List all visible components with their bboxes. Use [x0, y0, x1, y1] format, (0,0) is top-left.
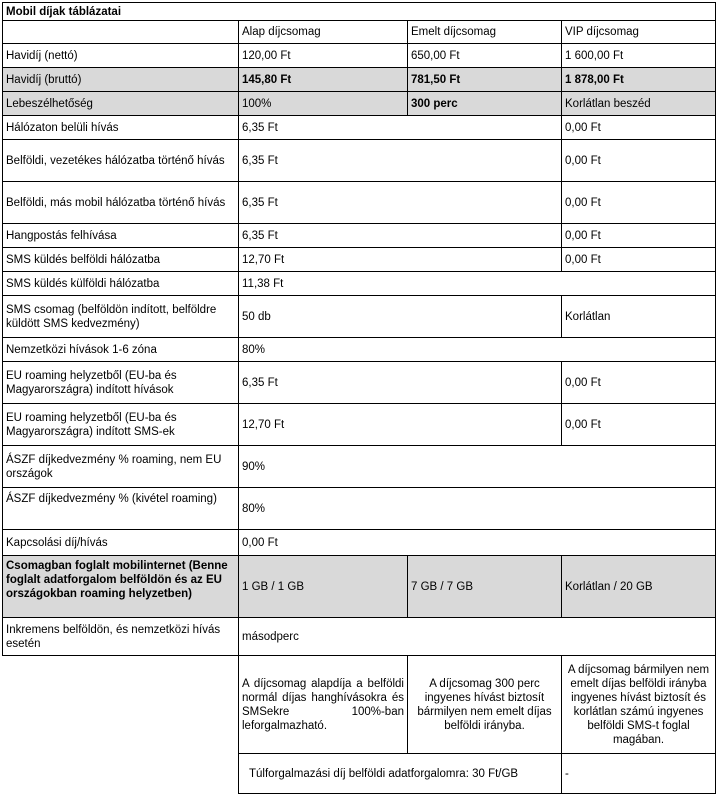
cell-value: 0,00 Ft: [562, 404, 716, 446]
cell-value: 0,00 Ft: [562, 116, 716, 140]
note-alap: A díjcsomag alapdíja a belföldi normál díjas hanghívásokra és SMSekre 100%-ban leforgalmazható.: [239, 656, 408, 754]
header-alap: Alap díjcsomag: [239, 21, 408, 44]
cell-value: 781,50 Ft: [408, 68, 562, 92]
row-label: Inkremens belföldön, és nemzetközi hívás esetén: [3, 618, 239, 656]
cell-value: 6,35 Ft: [239, 362, 562, 404]
cell-value: Korlátlan / 20 GB: [562, 556, 716, 618]
cell-value: 145,80 Ft: [239, 68, 408, 92]
overage-row: [3, 754, 716, 794]
table-row: [3, 92, 716, 116]
table-row: [3, 68, 716, 92]
table-row: [3, 44, 716, 68]
cell-value: 650,00 Ft: [408, 44, 562, 68]
cell-value: 6,35 Ft: [239, 140, 562, 182]
table-row: [3, 446, 716, 488]
row-label: Havidíj (nettó): [3, 44, 239, 68]
table-row: [3, 248, 716, 272]
notes-row: [3, 656, 716, 754]
fee-table: [2, 2, 716, 794]
header-empty: [3, 21, 239, 44]
row-label: Havidíj (bruttó): [3, 68, 239, 92]
table-row: [3, 116, 716, 140]
cell-value: 100%: [239, 92, 408, 116]
table-row: [3, 488, 716, 530]
table-row: [3, 338, 716, 362]
overage-text: Túlforgalmazási díj belföldi adatforgalomra: 30 Ft/GB: [239, 754, 562, 794]
cell-value: 12,70 Ft: [239, 248, 562, 272]
cell-value: 300 perc: [408, 92, 562, 116]
row-label: Hálózaton belüli hívás: [3, 116, 239, 140]
row-label: ÁSZF díjkedvezmény % roaming, nem EU országok: [3, 446, 239, 488]
note-vip: A díjcsomag bármilyen nem emelt díjas belföldi irányba ingyenes hívást biztosít és korlátlan számú ingyenes belföldi SMS-t foglal magában.: [562, 656, 716, 754]
cell-value: 0,00 Ft: [239, 530, 716, 556]
cell-value: 0,00 Ft: [562, 362, 716, 404]
table-row: [3, 182, 716, 224]
row-label: Kapcsolási díj/hívás: [3, 530, 239, 556]
empty-cell: [3, 656, 239, 754]
cell-value: 50 db: [239, 296, 562, 338]
cell-value: 1 878,00 Ft: [562, 68, 716, 92]
row-label: Csomagban foglalt mobilinternet (Benne foglalt adatforgalom belföldön és az EU országokban roaming helyzetben): [3, 556, 239, 618]
cell-value: 6,35 Ft: [239, 182, 562, 224]
cell-value: Korlátlan: [562, 296, 716, 338]
row-label: Hangpostás felhívása: [3, 224, 239, 248]
cell-value: Korlátlan beszéd: [562, 92, 716, 116]
header-row: [3, 21, 716, 44]
table-title: Mobil díjak táblázatai: [3, 3, 716, 21]
table-row: [3, 404, 716, 446]
table-row: [3, 140, 716, 182]
cell-value: 11,38 Ft: [239, 272, 716, 296]
row-label: Belföldi, más mobil hálózatba történő hívás: [3, 182, 239, 224]
table-row: [3, 556, 716, 618]
row-label: Lebeszélhetőség: [3, 92, 239, 116]
cell-value: 120,00 Ft: [239, 44, 408, 68]
cell-value: 6,35 Ft: [239, 116, 562, 140]
table-row: [3, 618, 716, 656]
row-label: SMS csomag (belföldön indított, belföldre küldött SMS kedvezmény): [3, 296, 239, 338]
cell-value: 80%: [239, 338, 716, 362]
cell-value: 7 GB / 7 GB: [408, 556, 562, 618]
header-emelt: Emelt díjcsomag: [408, 21, 562, 44]
row-label: SMS küldés külföldi hálózatba: [3, 272, 239, 296]
row-label: Nemzetközi hívások 1-6 zóna: [3, 338, 239, 362]
overage-vip: -: [562, 754, 716, 794]
cell-value: 0,00 Ft: [562, 248, 716, 272]
row-label: SMS küldés belföldi hálózatba: [3, 248, 239, 272]
empty-cell: [3, 754, 239, 794]
cell-value: 6,35 Ft: [239, 224, 562, 248]
cell-value: 1 600,00 Ft: [562, 44, 716, 68]
cell-value: másodperc: [239, 618, 716, 656]
table-row: [3, 272, 716, 296]
row-label: ÁSZF díjkedvezmény % (kivétel roaming): [3, 488, 239, 530]
cell-value: 90%: [239, 446, 716, 488]
row-label: EU roaming helyzetből (EU-ba és Magyarországra) indított hívások: [3, 362, 239, 404]
table-row: [3, 296, 716, 338]
cell-value: 12,70 Ft: [239, 404, 562, 446]
cell-value: 80%: [239, 488, 716, 530]
header-vip: VIP díjcsomag: [562, 21, 716, 44]
note-emelt: A díjcsomag 300 perc ingyenes hívást biztosít bármilyen nem emelt díjas belföldi irányba.: [408, 656, 562, 754]
cell-value: 0,00 Ft: [562, 182, 716, 224]
table-row: [3, 224, 716, 248]
row-label: Belföldi, vezetékes hálózatba történő hívás: [3, 140, 239, 182]
table-row: [3, 362, 716, 404]
row-label: EU roaming helyzetből (EU-ba és Magyarországra) indított SMS-ek: [3, 404, 239, 446]
table-row: [3, 530, 716, 556]
cell-value: 0,00 Ft: [562, 140, 716, 182]
cell-value: 0,00 Ft: [562, 224, 716, 248]
cell-value: 1 GB / 1 GB: [239, 556, 408, 618]
